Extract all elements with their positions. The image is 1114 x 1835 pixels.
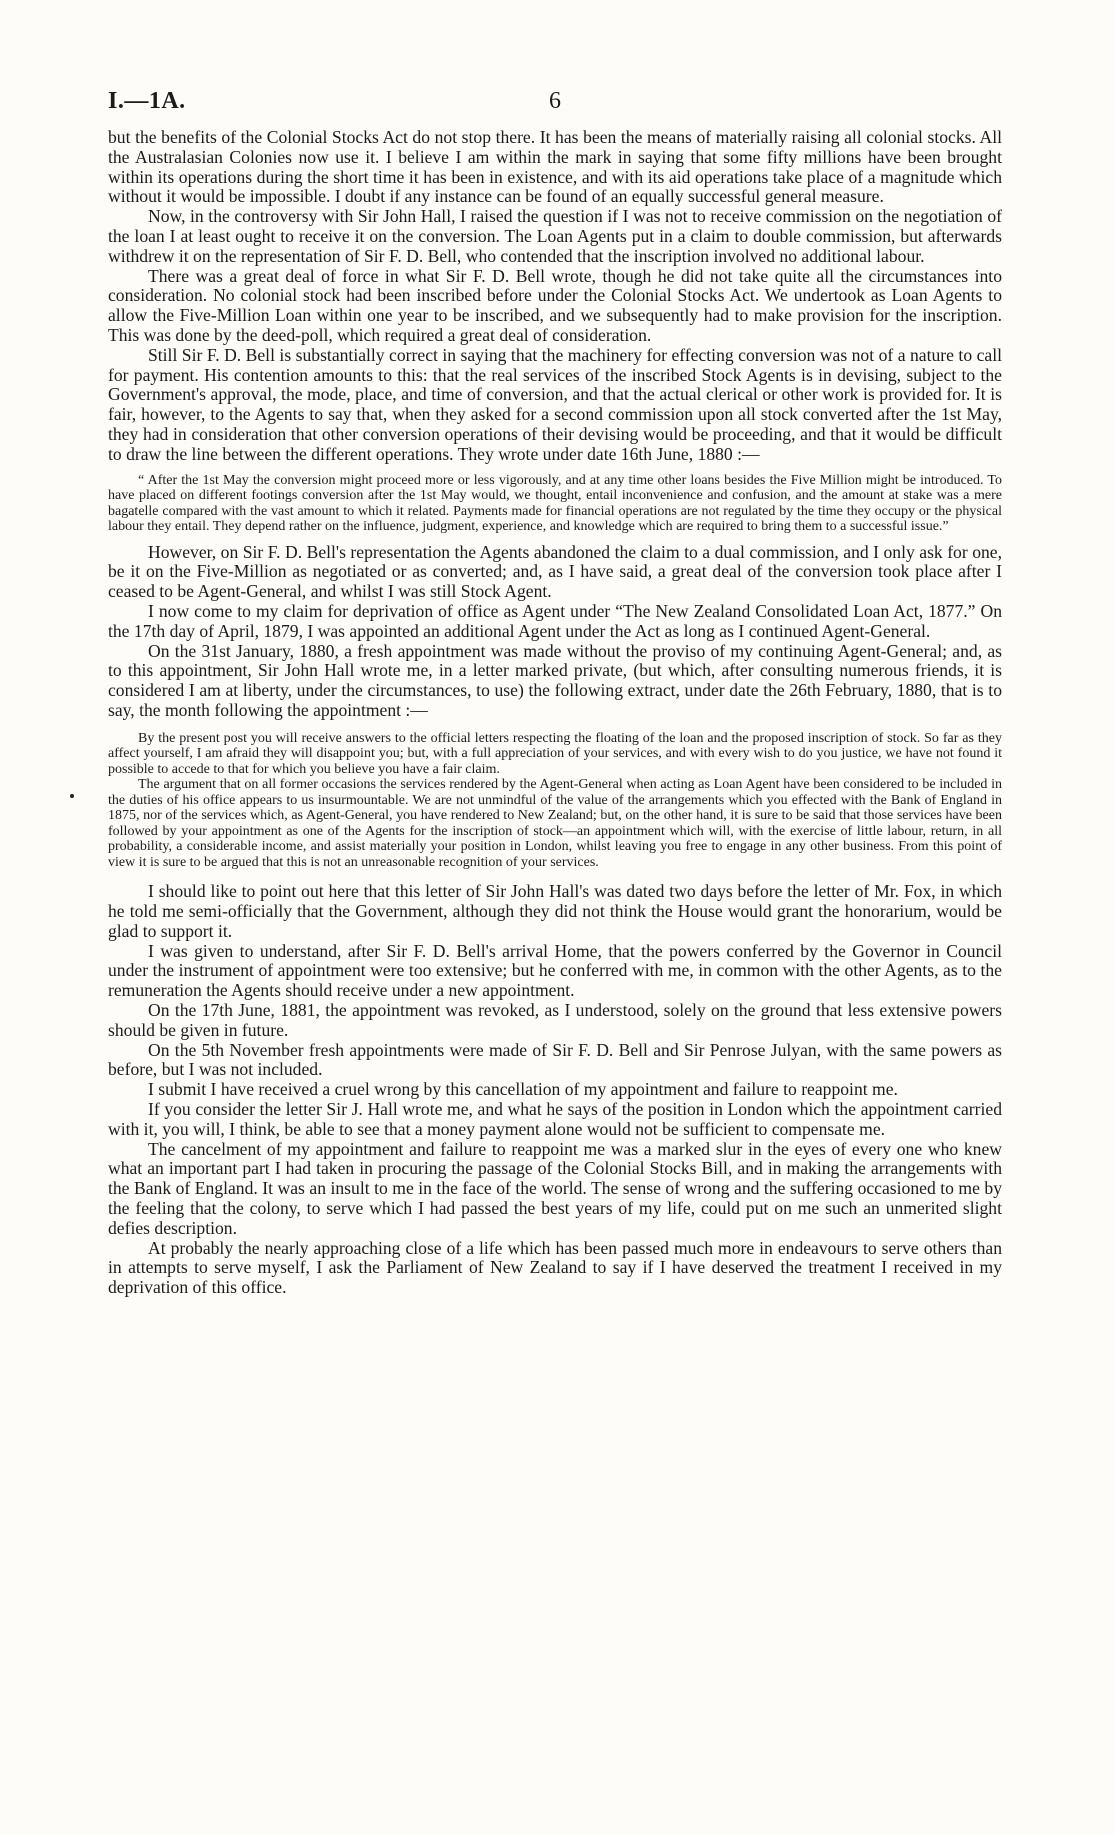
paragraph: The cancelment of my appointment and failure to reappoint me was a marked slur in the eyes of every one who knew what an important part I had taken in procuring the passage of the Colonial Stocks Bill, and in making the arrangements with the Bank of England. It was an insult to me in the face of the world. The sense of wrong and the suffering occasioned to me by the feeling that the colony, to serve which I had passed the best years of my life, could put on me such an unmerited slight defies description. bbox=[108, 1138, 1002, 1238]
paragraph: If you consider the letter Sir J. Hall wrote me, and what he says of the position in London which the appointment carried with it, you will, I think, be able to see that a money payment alone would not be sufficient to compensate me. bbox=[108, 1098, 1002, 1139]
paragraph: However, on Sir F. D. Bell's representation the Agents abandoned the claim to a dual commission, and I only ask for one, be it on the Five-Million as negotiated or as converted; and, as I have said, a great deal of the conversion took place after I ceased to be Agent-General, and whilst I was still Stock Agent. bbox=[108, 541, 1002, 602]
letter-extract bbox=[108, 731, 1002, 871]
paragraph: On the 31st January, 1880, a fresh appointment was made without the proviso of my continuing Agent-General; and, as to this appointment, Sir John Hall wrote me, in a letter marked private, (but which, after consulting numerous friends, it is considered I am at liberty, under the circumstances, to use) the following extract, under date the 26th February, 1880, that is to say, the month following the appointment :— bbox=[108, 640, 1002, 720]
paragraph: There was a great deal of force in what Sir F. D. Bell wrote, though he did not take quite all the circumstances into consideration. No colonial stock had been inscribed before under the Colonial Stocks Act. We undertook as Loan Agents to allow the Five-Million Loan within one year to be inscribed, and we subsequently had to make provision for the inscription. This was done by the deed-poll, which required a great deal of consideration. bbox=[108, 265, 1002, 345]
paragraph: At probably the nearly approaching close of a life which has been passed much more in endeavours to serve others than in attempts to serve myself, I ask the Parliament of New Zealand to say if I have deserved the treatment I received in my deprivation of this office. bbox=[108, 1237, 1002, 1298]
page-number: 6 bbox=[549, 88, 561, 114]
paragraph: Now, in the controversy with Sir John Hall, I raised the question if I was not to receive commission on the negotiation of the loan I at least ought to receive it on the conversion. The Loan Agents put in a claim to double commission, but afterwards withdrew it on the representation of Sir F. D. Bell, who contended that the inscription involved no additional labour. bbox=[108, 206, 1002, 266]
paragraph: I was given to understand, after Sir F. D. Bell's arrival Home, that the powers conferred by the Governor in Council under the instrument of appointment were too extensive; but he conferred with me, in common with the other Agents, as to the remuneration the Agents should receive under a new appointment. bbox=[108, 940, 1002, 1001]
block-quote: By the present post you will receive answers to the official letters respecting the floating of the loan and the proposed inscription of stock. So far as they affect yourself, I am afraid they will disappoint you; but, with a full appreciation of your services, and with every wish to do you justice, we have not found it possible to accede to that for which you believe you have a fair claim. bbox=[108, 730, 1002, 777]
paragraph: but the benefits of the Colonial Stocks Act do not stop there. It has been the means of materially raising all colonial stocks. All the Australasian Colonies now use it. I believe I am within the mark in saying that some fifty millions have been brought within its operations during the short time it has been in existence, and with its aid operations take place of a magnitude which without it would be impossible. I doubt if any instance can be found of an equally successful general measure. bbox=[108, 127, 1002, 207]
paragraph: On the 5th November fresh appointments were made of Sir F. D. Bell and Sir Penrose Julyan, with the same powers as before, but I was not included. bbox=[108, 1039, 1002, 1080]
block-quote: “ After the 1st May the conversion might proceed more or less vigorously, and at any time other loans besides the Five Million might be introduced. To have placed on different footings conversion after the 1st May would, we thought, entail inconvenience and confusion, and the amount at stake was a mere bagatelle compared with the vast amount to which it related. Payments made for financial operations are not regulated by the time they occupy or the physical labour they entail. They depend rather on the influence, judgment, experience, and knowledge which are required to bring them to a successful issue.” bbox=[108, 472, 1002, 535]
paragraph: I now come to my claim for deprivation of office as Agent under “The New Zealand Consolidated Loan Act, 1877.” On the 17th day of April, 1879, I was appointed an additional Agent under the Act as long as I continued Agent-General. bbox=[108, 600, 1002, 641]
document-reference: I.—1A. bbox=[108, 88, 186, 114]
paragraph: Still Sir F. D. Bell is substantially correct in saying that the machinery for effecting conversion was not of a nature to call for payment. His contention amounts to this: that the real services of the inscribed Stock Agents is in devising, subject to the Government's approval, the mode, place, and time of conversion, and that the actual clerical or other work is provided for. It is fair, however, to the Agents to say that, when they asked for a second commission upon all stock converted after the 1st May, they had in consideration that other conversion operations of their devising would be proceeding, and that it would be difficult to draw the line between the different operations. They wrote under date 16th June, 1880 :— bbox=[108, 344, 1002, 464]
margin-mark bbox=[70, 794, 74, 798]
paragraph: On the 17th June, 1881, the appointment was revoked, as I understood, solely on the ground that less extensive powers should be given in future. bbox=[108, 1000, 1002, 1040]
block-quote: The argument that on all former occasions the services rendered by the Agent-General when acting as Loan Agent have been considered to be included in the duties of his office appears to us insurmountable. We are not unmindful of the value of the arrangements which you effected with the Bank of England in 1875, nor of the services which, as Agent-General, you have rendered to New Zealand; but, on the other hand, it is sure to be said that those services have been followed by your appointment as one of the Agents for the inscription of stock—an appointment which will, with the exercise of little labour, return, in all probability, a considerable income, and assist materially your position in London, whilst leaving you free to engage in any other business. From this point of view it is sure to be argued that this is not an unreasonable recognition of your services. bbox=[108, 777, 1002, 870]
page-header bbox=[108, 88, 1002, 122]
paragraph: I should like to point out here that this letter of Sir John Hall's was dated two days before the letter of Mr. Fox, in which he told me semi-officially that the Government, although they did not think the House would grant the honorarium, would be glad to support it. bbox=[108, 881, 1002, 941]
paragraph: I submit I have received a cruel wrong by this cancellation of my appointment and failure to reappoint me. bbox=[148, 1079, 898, 1100]
